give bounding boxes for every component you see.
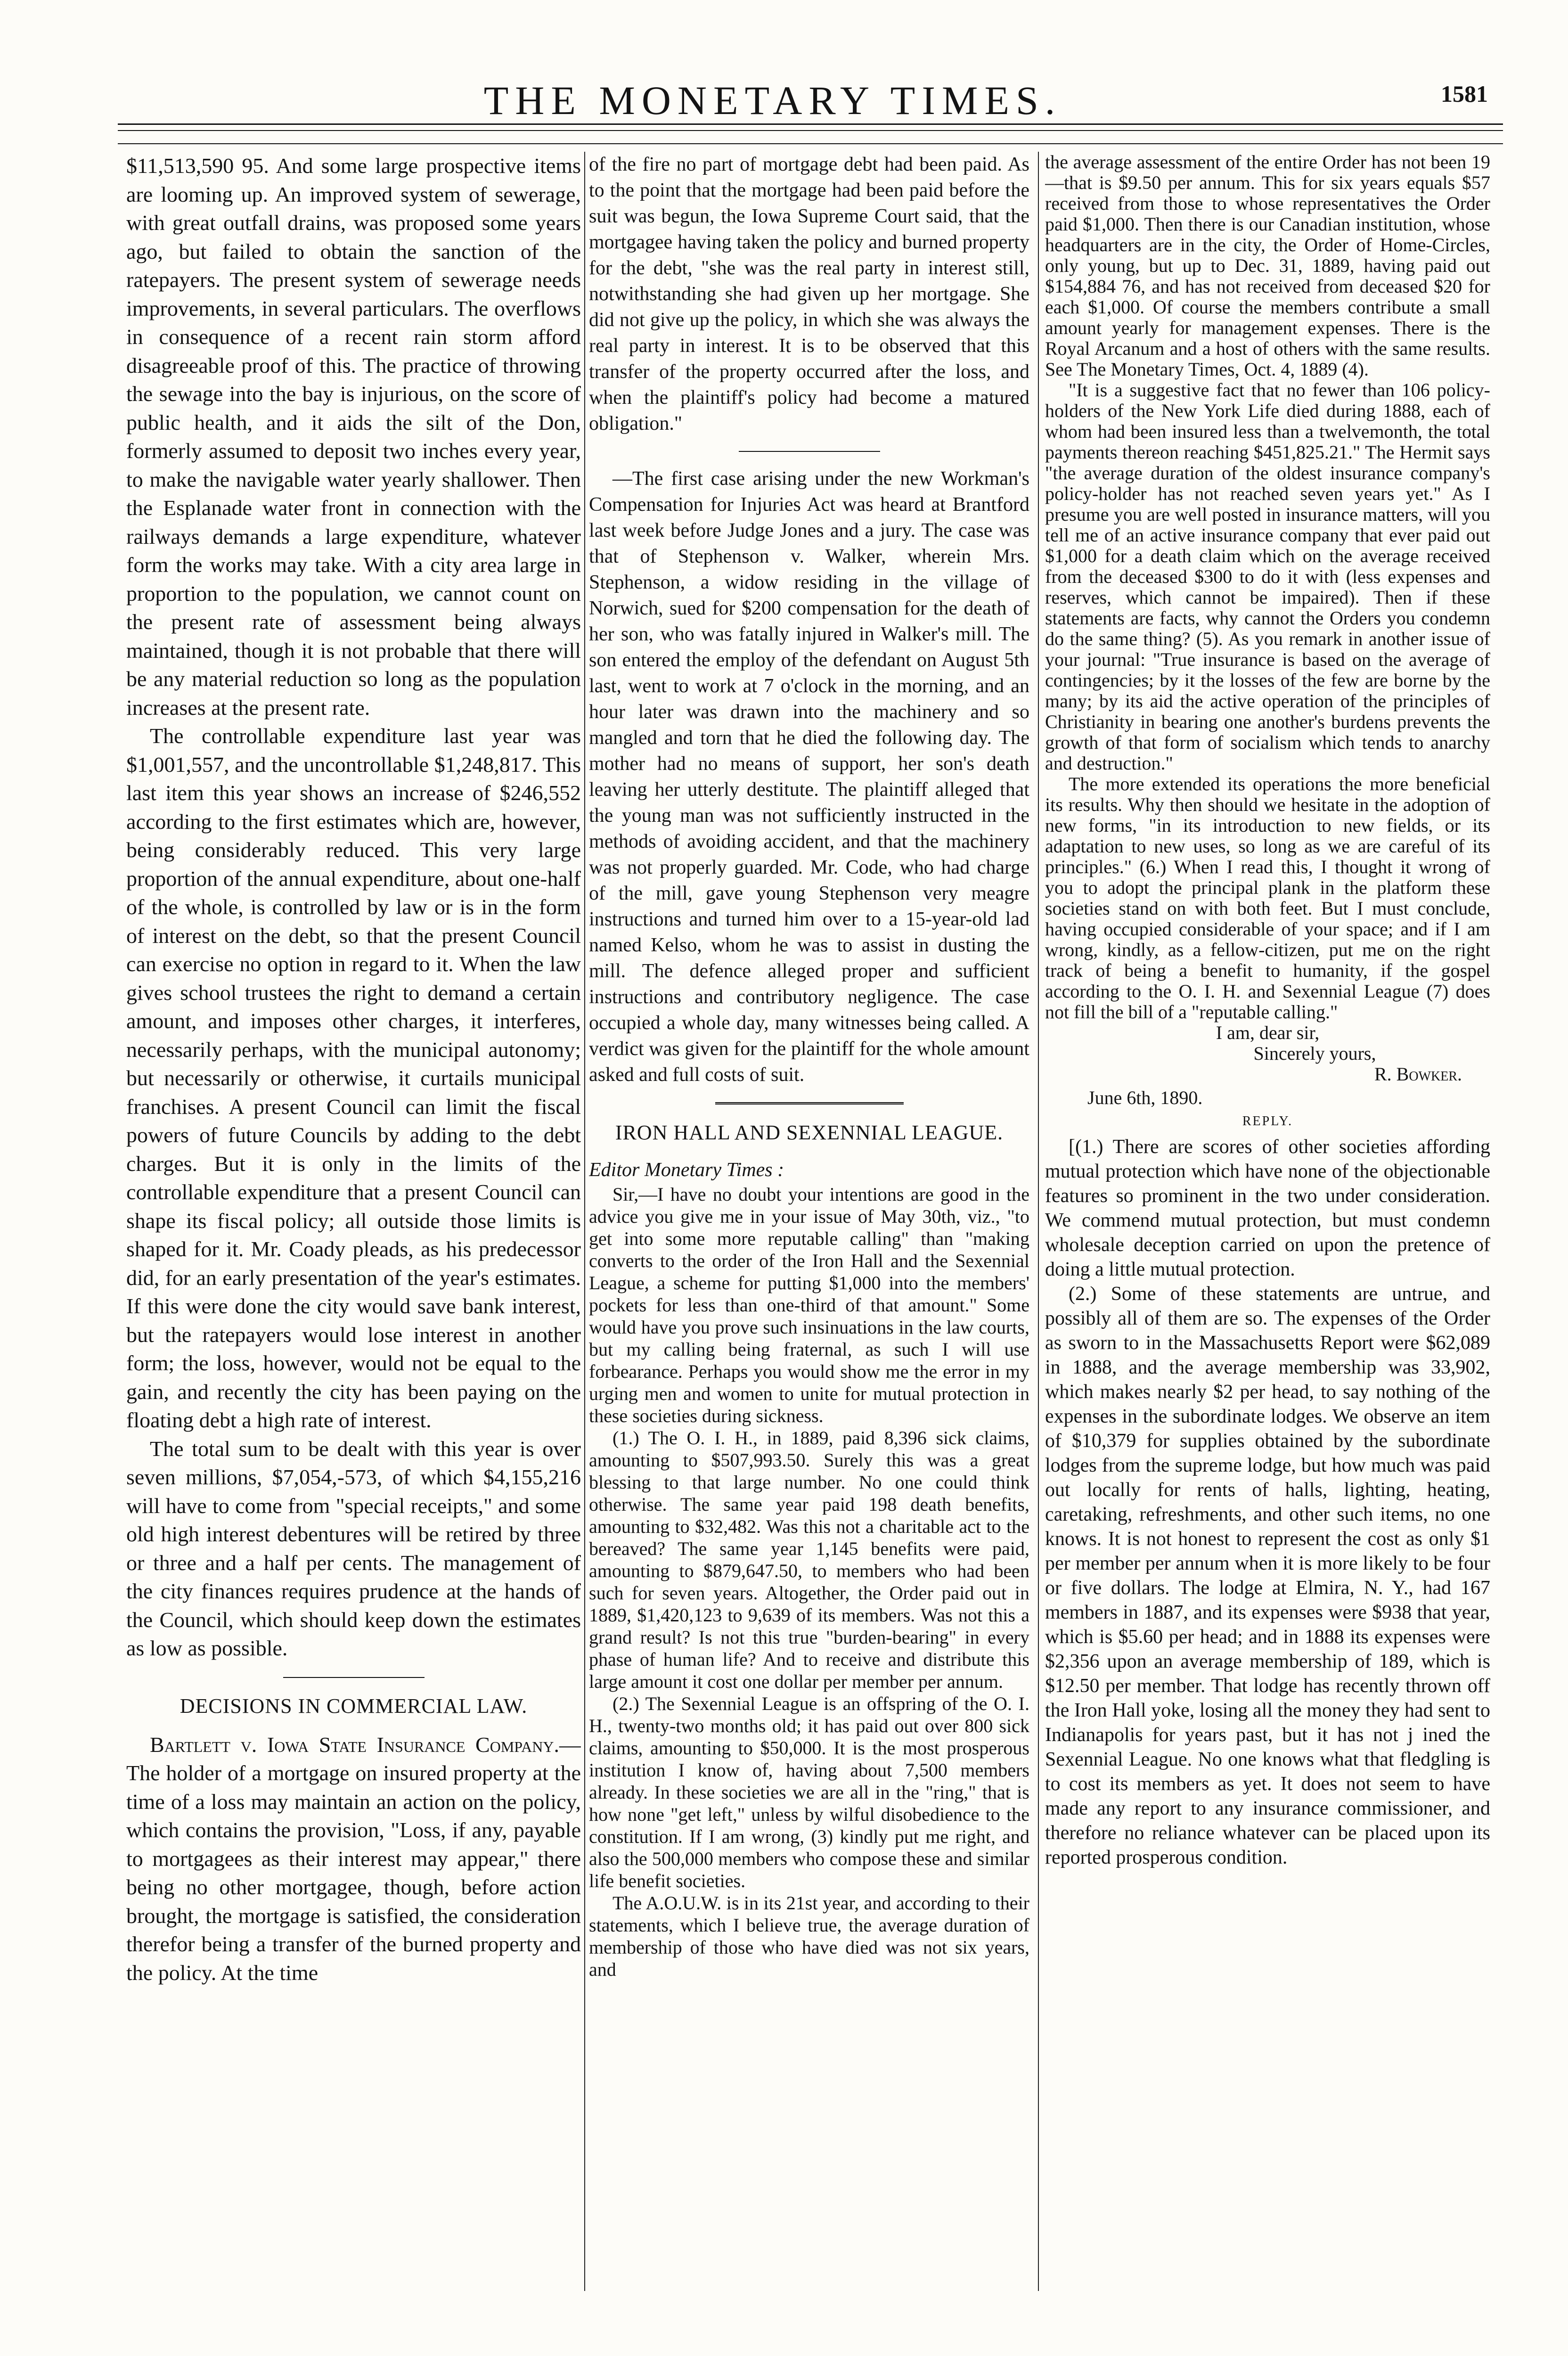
paragraph — [126, 1731, 581, 1988]
letter-paragraph: (2.) The Sexennial League is an offspring of the O. I. H., twenty-two months old; it has paid out over 800 sick claims, amounting to $50,000. It is the most prosperous institution I know of, having about 7,500 members already. In these societies we are all in the "ring," that is how none "get left," unless by wilful disobedience to the constitution. If I am wrong, (3) kindly put me right, and also the 500,000 members who compose these and similar life benefit societies. — [589, 1693, 1029, 1891]
letter-paragraph: Sir,—I have no doubt your intentions are good in the advice you give me in your issue of May 30th, viz., "to get into some more reputable calling" than "making converts to the order of the Iron Hall and the Sexennial League, a scheme for putting $1,000 into the members' pockets for less than one-third of that amount." Some would have you prove such insinuations in the law courts, but my calling being fraternal, as such I will use forbearance. Perhaps you would show me the error in my urging men and women to unite for mutual protection in these societies during sickness. — [589, 1184, 1029, 1426]
reply-paragraph: (2.) Some of these statements are untrue, and possibly all of them are so. The expenses of the Order as sworn to in the Massachusetts Report were $62,089 in 1888, and the average membership was 33,902, which makes nearly $2 per head, to say nothing of the expenses in the subordinate lodges. We observe an item of $10,379 for supplies obtained by the subordinate lodges from the supreme lodge, but how much was paid out locally for rents of halls, lighting, heating, caretaking, refreshments, and other such items, no one knows. It is not honest to represent the cost as only $1 per member per annum when it is more likely to be four or five dollars. The lodge at Elmira, N. Y., had 167 members in 1887, and its expenses were $938 that year, which is $5.60 per head; and in 1888 its expenses were $2,356 upon an average membership of 189, which is $12.50 per member. That lodge has recently thrown off the Iron Hall yoke, losing all the money they had sent to Indianapolis for years past, but it has not j ined the Sexennial League. No one knows what that fledgling is to cost its members as yet. It does not seem to have made any report to any insurance commissioner, and therefore no reliance whatever can be placed upon its reported prosperous condition. — [1045, 1283, 1490, 1868]
paragraph: —The first case arising under the new Workman's Compensation for Injuries Act was heard at Brantford last week before Judge Jones and a jury. The case was that of Stephenson v. Walker, wherein Mrs. Stephenson, a widow residing in the village of Norwich, sued for $200 compensation for the death of her son, who was fatally injured in Walker's mill. The son entered the employ of the defendant on August 5th last, went to work at 7 o'clock in the morning, and an hour later was drawn into the machinery and so mangled and torn that he died the following day. The mother had no means of support, her son's death leaving her utterly destitute. The plaintiff alleged that the young man was not sufficiently instructed in the methods of avoiding accident, and that the machinery was not properly guarded. Mr. Code, who had charge of the mill, gave young Stephenson very meagre instructions and turned him over to a 15-year-old lad named Kelso, whom he was to assist in dusting the mill. The defence alleged proper and sufficient instructions and contributory negligence. The case occupied a whole day, many witnesses being called. A verdict was given for the plaintiff for the whole amount asked and full costs of suit. — [589, 468, 1029, 1086]
header-rule — [118, 123, 1503, 125]
letter-paragraph: The A.O.U.W. is in its 21st year, and according to their statements, which I believe true, the average duration of membership of those who have died was not six years, and — [589, 1892, 1029, 1980]
column-1 — [126, 152, 581, 2319]
letter-paragraph: "It is a suggestive fact that no fewer than 106 policy-holders of the New York Life died during 1888, each of whom had been insured less than a twelvemonth, the total payments thereon reaching $451,825.21." The Hermit says "the average duration of the oldest insurance company's policy-holder has not reached seven years yet." As I presume you are well posted in insurance matters, will you tell me of an active insurance company that ever paid out $1,000 for a death claim which on the average received from the deceased $300 to do it with (less expenses and reserves, which cannot be impaired). Then if these statements are facts, why cannot the Orders you condemn do the same thing? (5). As you remark in another issue of your journal: "True insurance is based on the average of contingencies; by it the losses of the few are borne by the many; by its aid the active operation of the principles of Christianity in bearing one another's burdens prevents the growth of that form of socialism which tends to anarchy and destruction." — [1045, 379, 1490, 774]
section-heading: DECISIONS IN COMMERCIAL LAW. — [180, 1694, 528, 1718]
page-number: 1581 — [1441, 81, 1488, 107]
column-3 — [1045, 152, 1490, 2319]
column-divider — [584, 152, 585, 2291]
letter-paragraph: The more extended its operations the more beneficial its results. Why then should we hesitate in the adoption of new forms, "in its introduction to new fields, or its adaptation to new uses, so long as we are careful of its principles." (6.) When I read this, I thought it wrong of you to adopt the principal plank in the platform these societies stand on with both feet. But I must conclude, having occupied considerable of your space; and if I am wrong, kindly, as a fellow-citizen, put me on the right track of being a benefit to humanity, if the gospel according to the O. I. H. and Sexennial League (7) does not fill the bill of a "reputable calling." — [1045, 773, 1490, 1023]
signoff-line: I am, dear sir, — [1216, 1022, 1320, 1043]
letter-paragraph: the average assessment of the entire Order has not been 19—that is $9.50 per annum. This for six years equals $57 received from those to whose representatives the Order paid $1,000. Then there is our Canadian institution, whose headquarters are in the city, the Order of Home-Circles, only young, but up to Dec. 31, 1889, having paid out $154,884 76, and has not received from deceased $20 for each $1,000. Of course the members contribute a small amount yearly for management expenses. There is the Royal Arcanum and a host of others with the same results. See The Monetary Times, Oct. 4, 1889 (4). — [1045, 152, 1490, 380]
section-separator — [715, 1102, 904, 1104]
column-divider — [1038, 152, 1039, 2291]
section-separator — [283, 1677, 425, 1678]
reply-label: REPLY. — [1242, 1114, 1293, 1129]
paragraph: The total sum to be dealt with this year is over seven millions, $7,054,-573, of which $4,155,216 will have to come from "special receipts," and some old high interest debentures will be retired by three or three and a half per cents. The management of the city finances requires prudence at the hands of the Council, which should keep down the estimates as low as possible. — [126, 1436, 581, 1660]
header-rule — [118, 130, 1503, 131]
masthead-title: THE MONETARY TIMES. — [483, 78, 1062, 123]
paragraph: of the fire no part of mortgage debt had been paid. As to the point that the mortgage had been paid before the suit was begun, the Iowa Supreme Court said, that the mortgagee having taken the policy and burned property for the debt, "she was the real party in interest still, notwithstanding she had given up her mortgage. She did not give up the policy, in which she was always the real party in interest. It is to be observed that this transfer of the property occurred after the loss, and when the plaintiff's policy had become a matured obligation." — [589, 154, 1029, 434]
letter-paragraph: (1.) The O. I. H., in 1889, paid 8,396 sick claims, amounting to $507,993.50. Surely this was a great blessing to that large number. No one could think otherwise. The same year paid 198 death benefits, amounting to $32,482. Was this not a charitable act to the bereaved? The same year 1,145 benefits were paid, amounting to $879,647.50, to members who had been such for seven years. Altogether, the Order paid out in 1889, $1,420,123 to 9,639 of its members. Was not this a grand result? Is not this true "burden-bearing" in every phase of human life? And to receive and distribute this large amount it cost one dollar per member per annum. — [589, 1427, 1029, 1692]
editor-address: Editor Monetary Times : — [589, 1159, 784, 1181]
reply-paragraph: [(1.) There are scores of other societies affording mutual protection which have none of the objectionable features so prominent in the two under consideration. We commend mutual protection, but must condemn wholesale deception carried on upon the pretence of doing a little mutual protection. — [1045, 1136, 1490, 1280]
case-text: —The holder of a mortgage on insured property at the time of a loss may maintain an action on the policy, which contains the provision, "Loss, if any, payable to mortgagees as their interest may appear," there being no other mortgagee, though, before action brought, the mortgage is satisfied, the consideration therefor being a transfer of the burned property and the policy. At the time — [126, 1732, 581, 1985]
column-2 — [589, 152, 1029, 2319]
case-title: Bartlett v. Iowa State Insurance Company. — [150, 1732, 559, 1757]
header-rule — [118, 143, 1503, 144]
signature: R. Bowker. — [1374, 1063, 1462, 1085]
section-heading: IRON HALL AND SEXENNIAL LEAGUE. — [615, 1121, 1004, 1144]
paragraph: The controllable expenditure last year was $1,001,557, and the uncontrollable $1,248,817. This last item this year shows an increase of $246,552 according to the first estimates which are, however, being considerably reduced. This very large proportion of the annual expenditure, about one-half of the whole, is controlled by law or is in the form of interest on the debt, so that the present Council can exercise no option in regard to it. When the law gives school trustees the right to demand a certain amount, and imposes other charges, it interferes, necessarily perhaps, with the municipal autonomy; but necessarily or otherwise, it curtails municipal franchises. A present Council can limit the fiscal powers of future Councils by adding to the debt charges. But it is only in the limits of the controllable expenditure that a present Council can shape its fiscal policy; all outside those limits is shaped for it. Mr. Coady pleads, as his predecessor did, for an early presentation of the year's estimates. If this were done the city would save bank interest, but the ratepayers would lose interest in another form; the loss, however, would not be equal to the gain, and recently the city has been paying on the floating debt a high rate of interest. — [126, 724, 581, 1432]
paragraph: $11,513,590 95. And some large prospective items are looming up. An improved system of sewerage, with great outfall drains, was proposed some years ago, but failed to obtain the sanction of the ratepayers. The present system of sewerage needs improvements, in several particulars. The overflows in consequence of a recent rain storm afford disagreeable proof of this. The practice of throwing the sewage into the bay is injurious, on the score of public health, and it aids the silt of the Don, formerly assumed to deposit two inches every year, to make the navigable water yearly shallower. Then the Esplanade water front in connection with the railways demands a large expenditure, whatever form the works may take. With a city area large in proportion to the population, we cannot count on the present rate of assessment being always maintained, though it is not probable that there will be any material reduction so long as the population increases at the present rate. — [126, 154, 581, 720]
section-separator — [739, 451, 880, 452]
letter-date: June 6th, 1890. — [1087, 1087, 1203, 1108]
signoff-line: Sincerely yours, — [1253, 1043, 1376, 1064]
